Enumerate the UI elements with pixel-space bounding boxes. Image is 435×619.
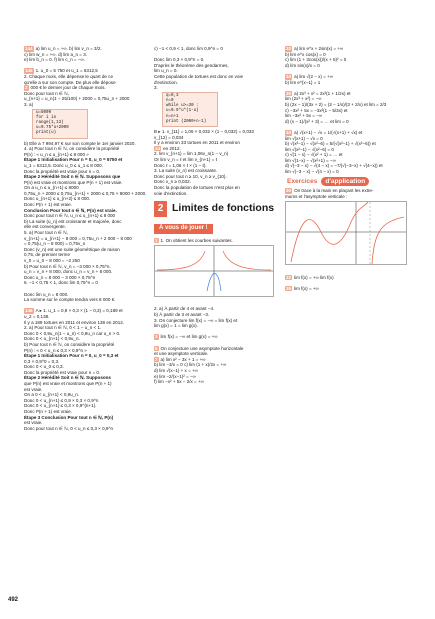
text-line: Donc 0 < u_{n+1} ≤ 0,3 × 0,9^{n+1}. (24, 403, 97, 409)
text-line: 3. La suite (v_n) est croissante. (154, 168, 218, 174)
text-line: 34 en 2012. (155, 145, 181, 151)
text-line: P(n) est vraie et montrons que P(n + 1) est vraie. (24, 179, 123, 185)
text-line: c) −3x² + 5x = −3x²(1 − 5/3x) et (285, 107, 348, 113)
text-line: 3. a) (24, 101, 34, 107)
text-line: lim −3x² + 5x = −∞ (285, 113, 323, 119)
text-line: Donc (v_n) est une suite géométrique de raison (24, 246, 120, 252)
text-line: On a 0 < u_{n+1} < 0,9u_n. (24, 392, 79, 398)
text-line: u_{n+1} = u_n(1 − 25/100) + 2000 = 0,75u_n + 2000 (24, 96, 130, 102)
text-line: v_0 = u_0 − 8 000 = −2 250 (24, 258, 80, 264)
text-line: 36 a) 2x³ + x² = 2x³(1 + 1/2x) et (286, 90, 351, 96)
text-line: Étape 2 Hérédité Soit n ∈ ℕ. Supposons que (24, 174, 121, 180)
text-line: b) Pour tout n ∈ ℕ, v_n = −3 000 × 0,75^n. (24, 263, 111, 269)
section-title: Limites de fonctions (172, 202, 275, 215)
exercises-tab (285, 179, 369, 185)
text-line: Étape 1 Initialisation Pour n = 0, u_0 = 0,3 et (24, 353, 119, 359)
exercise-number: 35 (286, 285, 292, 291)
text-line: 3 lim f(x) = −∞ et lim g(x) = +∞ (155, 334, 218, 340)
text-line: Donc P(n + 1) est vraie. (24, 202, 72, 208)
exercise-number: 36 (286, 90, 292, 96)
code-line: for i in range(1,13) (36, 115, 64, 125)
text-line: est vraie. (24, 420, 43, 426)
text-line: c) −1 < 0,9 < 1, donc lim 0,9^n = 0 (154, 46, 223, 51)
section-number: 2 (154, 201, 167, 217)
text-line: v_{12} = 0,034 (154, 134, 184, 140)
text-line: 3. (154, 85, 158, 91)
text-line: B ▸ 1. v_{11} = 1,06 × 0,032 × (1 − 0,032) = 0,033 (154, 128, 254, 134)
text-line: 144 a) lim u_n = +∞. b) lim v_n = 3/2. (25, 46, 102, 51)
text-line: lim (2x³ + x²) = −∞ (285, 96, 322, 102)
text-line: c) lim (1 + 3cos(x))/(x + 5)² = 0 (285, 57, 347, 63)
text-line: d) lim sin(x)/x = 0 (285, 62, 320, 68)
text-line: 34 a) lim √(2 − x) = +∞ (286, 73, 334, 79)
text-line: 32 a) lim e^x + 2sin(x) = +∞ (286, 46, 344, 51)
text-line: Donc 0 < u_{n+1} < 0,9u_n. (24, 336, 80, 342)
text-line: Donc pour tout n ≥ 10, v_n ≥ v_{10}. (154, 173, 227, 179)
text-line: Donc P(n + 1) est vraie. (24, 409, 72, 415)
text-line: Donc 0 < u_0 ≤ 0,3. (24, 364, 64, 370)
text-line: Donc lim 0,3 × 0,9^n = 0. (154, 57, 205, 63)
code-line: print(u) (36, 131, 57, 136)
text-line: Donc v_n ≥ 0,032. (154, 179, 191, 185)
text-line: 2 000 € le dernier jour de chaque mois. (25, 85, 106, 91)
text-line: 146 A ▸ 1. u_1 = 0,9 × 0,3 × (1 − 0,3) = 0,189 et (25, 308, 123, 314)
column-3 (285, 46, 417, 291)
text-line: lim √(−3 − x) − √(4 − x) = 0 (285, 169, 339, 175)
text-line: Donc u_{n+1} ≤ u_{n+2} ≤ 8 000. (24, 196, 91, 202)
practice-tab: À vous de jouer ! (154, 224, 213, 234)
text-line: 2. lim v_{n+1} = lim 1,06v_n(1 − v_n) (154, 151, 229, 157)
text-line: Or lim v_n = ℓ et lim v_{n+1} = ℓ (154, 156, 217, 162)
text-line: c) √(1 − x) − √(x² + 1) = … et (285, 152, 343, 158)
exercise-number: 2 (25, 85, 28, 91)
function-graph (154, 245, 274, 297)
text-line: Donc 0 < 0,9u_n(1 − u_n) < 0,9u_n car u_n > 0. (24, 330, 121, 336)
text-line: lim √(x²−1) − √(x²−6) = 0 (285, 146, 334, 152)
page-number: 492 (8, 597, 19, 603)
text-line: lim u_n = 0. (154, 68, 178, 74)
text-line: 0,3 × 0,9^0 = 0,3. (24, 358, 60, 364)
text-line: qu'elle a sur son compte. De plus elle dépose (24, 79, 116, 85)
text-line: d) √(−3 − x) − √(4 − x) = −7/(√(−3−x) + √(4−x)) et (285, 163, 383, 169)
text-line: = 0,75(u_n − 8 000) = 0,75v_n (24, 241, 86, 247)
text-line: 3. On conjecture lim f(x) = −∞ = lim f(x) et (154, 317, 238, 323)
text-line: b) lim e^x cos(x) = 0 (285, 51, 326, 57)
code-line: u=0.75*u+2000 (36, 126, 69, 131)
text-line: La somme sur le compte tendra vers 8 000 €. (24, 297, 116, 303)
text-line: et une asymptote verticale. (154, 351, 209, 357)
text-line: P(n) : « u_n ≤ u_{n+1} ≤ 8 000 » (24, 151, 89, 157)
text-line: d) (x − 1)/(x² + 3) = … et lim = 0 (285, 118, 349, 124)
text-line: 35 lim f(x) = +∞ (286, 285, 319, 291)
exercise-number: 30 (286, 188, 292, 194)
text-line: b) À partir de 3 et avant −3. (154, 312, 210, 318)
exercise-number: 3 (155, 334, 158, 340)
text-line: Donc pour tout n ∈ ℕ, u_n ≤ u_{n+1} ≤ 8 000 (24, 213, 116, 219)
text-line: Donc pour tout n ∈ ℕ, 0 < u_n ≤ 0,3 × 0,9^n (24, 425, 114, 431)
text-line: Donc la propriété est vraie pour n = 0. (24, 168, 101, 174)
exercises-label: Exercices (287, 177, 318, 185)
exercise-number: 145 (25, 68, 33, 74)
text-line: lim √(1−x) − √(x²+1) = −∞ (285, 157, 336, 163)
text-line: Étape 2 Hérédité Soit n ∈ ℕ. Supposons (24, 375, 111, 381)
text-line: est vraie. (24, 386, 43, 392)
section-header (154, 201, 279, 217)
text-line: 0,75u_n + 2000 ≤ 0,75u_{n+1} + 2000 ≤ 0,75 × 8000 + 2000. (24, 190, 147, 196)
text-line: voie d'extinction. (154, 190, 188, 196)
curve-f (157, 251, 205, 270)
text-line: 5. a) Pour tout n ∈ ℕ, (24, 230, 68, 236)
text-line: e) lim −2/(x−1)² = −∞ (154, 373, 196, 379)
text-line: 0,75, de premier terme (24, 252, 70, 258)
text-line: Cette population de tortues est donc en voie (154, 73, 243, 79)
text-line: lim g(x) = 1 = lim g(x). (154, 323, 198, 329)
text-line: 6. −1 < 0,75 < 1, donc lim 0,75^n = 0 (24, 280, 98, 286)
application-label: d'application (321, 177, 369, 186)
curve-f2 (223, 251, 271, 270)
code-line: u=5000 (36, 110, 52, 115)
text-line: Donc lim u_n = 8 000. (24, 291, 69, 297)
text-line: D'après le théorème des gendarmes, (154, 62, 229, 68)
text-line: f) lim −x² + 5x − 2/x = +∞ (154, 379, 204, 385)
sketch-graph (285, 201, 407, 265)
text-line: e) lim b_n = 0. f) lim c_n = −∞. (24, 57, 85, 63)
text-line: Il y a environ 33 tortues en 2011 et environ (154, 140, 240, 146)
exercise-number: 1 (155, 237, 158, 243)
text-line: b) Elle a 7 994,97 € sur son compte le 1er janvier 2020. (24, 140, 136, 146)
text-line: Donc pour tout n ∈ ℕ, (24, 90, 70, 96)
text-line: 32 lim f(x) = +∞ lim f(x) (286, 274, 334, 280)
exercise-number: 34 (286, 73, 292, 79)
text-line: b) lim −3/x = 0 c) lim (1 + x)/2x = +∞ (154, 362, 227, 368)
text-line: On a u_n ≤ u_{n+1} ≤ 8000 (24, 185, 79, 191)
text-line: P(n) : « 0 < u_n ≤ 0,3 × 0,9^n » (24, 347, 87, 353)
text-line: 2. a) À partir de 4 et avant −4. (154, 306, 215, 312)
text-line: 5 On conjecture une asymptote horizontale (155, 345, 244, 351)
code-line: print (2000+n-1) (166, 119, 207, 124)
text-line: u_1 = 6312,5. Donc u_0 ≤ u_1 ≤ 8 000. (24, 162, 103, 168)
text-line: b) lim e^{x−1} = 1 (285, 79, 321, 85)
text-line: 1 1. On obtient les courbes suivantes. (155, 237, 233, 243)
code-line: n=n+1 (166, 114, 179, 119)
text-line: Il y a 189 tortues en 2011 et environ 138 en 2012. (24, 319, 125, 325)
text-line: 40 a) √(x+1) − √x = 1/(√(x+1) + √x) et (286, 129, 363, 135)
text-line: elle est convergente. (24, 224, 66, 230)
text-line: lim √(x+1) − √x = 0 (285, 135, 323, 141)
text-line: 2. Chaque mois, elle dépense le quart de ce (24, 73, 113, 79)
code-line: while u>=30 : (166, 104, 199, 109)
code-line: q=0,3 (166, 93, 179, 98)
code-block (32, 109, 88, 139)
exercise-number: 32 (286, 46, 292, 51)
exercise-number: 7 (155, 356, 158, 362)
text-line: mums et l'asymptote verticale : (285, 193, 348, 199)
text-line: Étape 3 Conclusion Pour tout n ∈ ℕ, P(n) (24, 414, 114, 420)
exercise-number: 40 (286, 129, 292, 135)
text-line: d) lim √(x−1) + x = +∞ (154, 368, 198, 373)
text-line: 30 On trace à la main en plaçant les extre- (286, 188, 374, 194)
text-line: b) Pour tout n ∈ ℕ, on considère la propriété (24, 341, 115, 347)
text-line: 2. a) Pour tout n ∈ ℕ, 0 < 1 − u_n < 1. (24, 325, 102, 331)
text-line: Donc ℓ = 1,06 × ℓ × (1 − ℓ). (154, 162, 207, 168)
text-line: Donc la population de tortues n'est plus en (154, 184, 240, 190)
column-2 (154, 46, 279, 385)
text-line: Donc la propriété est vraie pour n = 0. (24, 369, 101, 375)
exercise-number: 34 (155, 145, 161, 151)
text-line: Donc 0 < u_{n+1} ≤ 0,9 × 0,3 × 0,9^n (24, 397, 99, 403)
exercise-number: 146 (25, 308, 33, 314)
text-line: 145 1. u_0 = 5 750 et u_1 = 6312,5 (25, 68, 98, 74)
text-line: u_2 = 0,138. (24, 313, 50, 319)
code-line: u=0.9*u*(1-u) (166, 109, 199, 114)
code-line: n=0 (166, 98, 174, 103)
exercise-number: 32 (286, 274, 292, 280)
text-line: b) (2x − 1)/(3x + 2) = (2 − 1/x)/(3 + 2/x) et lim = 2/3 (285, 101, 387, 107)
text-line: b) La suite (u_n) est croissante et majorée, donc (24, 218, 122, 224)
exercise-number: 5 (155, 345, 158, 351)
text-line: Donc u_n = 8 000 − 3 000 × 0,75^n (24, 274, 96, 280)
text-line: v_{n+1} = u_{n+1} − 8 000 = 0,75u_n + 2 000 − 8 000 (24, 235, 132, 241)
column-1 (24, 46, 149, 431)
code-block (162, 92, 218, 127)
text-line: d'extinction. (154, 79, 178, 85)
text-line: que P(n) est vraie et montrons que P(n + 1) (24, 381, 112, 387)
exercise-number: 144 (25, 46, 33, 51)
text-line: u_n = v_n + 8 000, donc u_n = v_n + 8 000. (24, 269, 113, 275)
text-line: 4. a) Pour tout n ∈ ℕ, on considère la propriété (24, 146, 120, 152)
text-line: 7 a) lim x² − 3x + 1 = +∞ (155, 356, 206, 362)
text-line: b) √(x²−1) − √(x²−6) = 5/(√(x²−1) + √(x²−6)) et (285, 141, 376, 147)
text-line: Conclusion Pour tout n ∈ ℕ, P(n) est vraie. (24, 207, 117, 213)
text-line: c) lim w_n = +∞. d) lim a_n = 3. (24, 51, 88, 57)
text-line: Étape 1 Initialisation Pour n = 0, u_0 = 5750 et (24, 157, 123, 163)
